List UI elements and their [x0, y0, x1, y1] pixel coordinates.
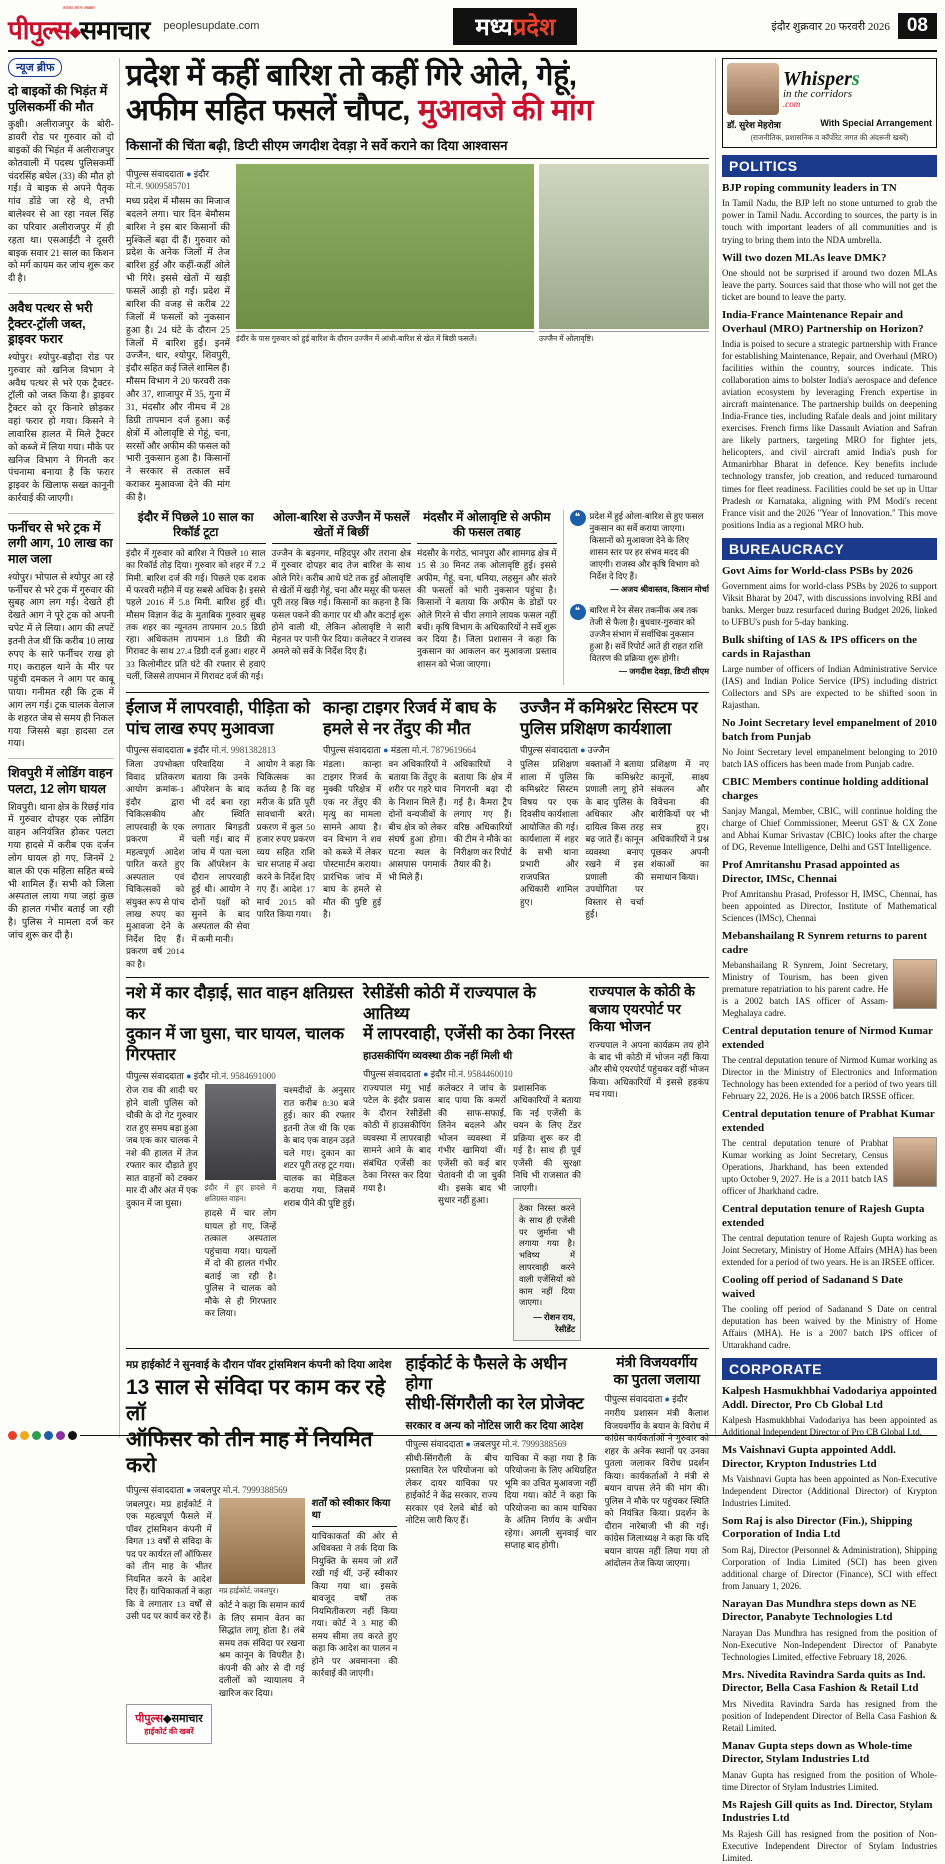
headline-line1: नशे में कार दौड़ाई, सात वाहन क्षतिग्रस्त कर: [126, 984, 354, 1023]
lead-headline-line2-a: अफीम सहित फसलें चौपट,: [126, 94, 419, 128]
story-columns: [126, 1498, 397, 1699]
story-columns: [405, 1452, 596, 1552]
color-dot-red: [8, 1431, 17, 1440]
story-col-text: कोर्ट ने कहा कि समान कार्य के लिए समान वेतन का सिद्धांत लागू होता है। लंबे समय तक संविदा पर रखना श्रम कानून के विपरीत है। कंपनी की ओर से दी गई दलीलों को न्यायालय ने खारिज कर दिया।: [218, 1600, 305, 1698]
story-kicker: हाउसकीपिंग व्यवस्था ठीक नहीं मिली थी: [362, 1049, 513, 1062]
story-col: अधिकारियों ने बताया कि क्षेत्र में निगरानी बढ़ा दी गई है। कैमरा ट्रैप लगाए गए हैं। वरिष्ठ अधिकारियों की टीम ने मौके का निरीक्षण कर रिपोर्ट तैयार की है।: [453, 759, 512, 870]
whispers-word-s: s: [851, 68, 860, 90]
brief-headline: अवैध पत्थर से भरी ट्रैक्टर-ट्रॉली जब्त, ड्राइवर फरार: [8, 301, 93, 347]
story-col: याचिका में कहा गया है कि परियोजना के लिए अधिग्रहित भूमि का उचित मुआवजा नहीं दिया गया। कोर्ट ने कहा कि परियोजना का काम याचिका के अंतिम निर्णय के अधीन रहेगा। अगली सुनवाई चार सप्ताह बाद होगी।: [504, 1452, 597, 1551]
story-headline: ईलाज में लापरवाही, पीड़िता को पांच लाख रुपए मुआवजा: [126, 699, 311, 738]
diamond-icon: ◆: [69, 23, 80, 40]
news-item[interactable]: [722, 930, 937, 1019]
story-col: पुलिस प्रशिक्षण शाला में पुलिस कमिश्नरेट सिस्टम विषय पर एक दिवसीय कार्यशाला आयोजित की गई। कार्यशाला में शहर के सभी थाना प्रभारी और राजपत्रित अधिकारी शामिल हुए।: [520, 759, 579, 907]
photo-caption: इंदौर के पास गुरुवार को हुई बारिश के दौरान उज्जैन में आंधी-बारिश से खेत में बिछी फसलें।: [236, 331, 534, 344]
item-body: No Joint Secretary level empanelment belonging to 2010 batch IAS officers has been made from Punjab cadre.: [722, 747, 937, 770]
item-body: Government aims for world-class PSBs by 2026 to support Viksit Bharat by 2047, with discussions involving RBI and banks. Merger buzz resurfaced during Budget 2026, linked to UFBU's push for 5-day banking.: [722, 581, 937, 628]
courthouse-photo: [219, 1498, 305, 1584]
color-dot-blue: [44, 1431, 53, 1440]
story-headline: [604, 1354, 709, 1389]
byline-paper: पीपुल्स संवाददाता: [323, 745, 381, 756]
brief-item[interactable]: [8, 521, 114, 751]
item-headline: Central deputation tenure of Prabhat Kumar extended: [722, 1108, 935, 1134]
brief-headline: शिवपुरी में लोडिंग वाहन पलटा, 12 लोग घायल: [8, 766, 113, 796]
page-body: [8, 58, 937, 1863]
byline-paper: पीपुल्स संवाददाता: [405, 1438, 464, 1449]
item-headline: Prof Amritanshu Prasad appointed as Director, IMSc, Chennai: [722, 859, 900, 885]
lead-photo-hail: [539, 164, 709, 329]
story-col: सीधी-सिंगरौली के बीच प्रस्तावित रेल परियोजना को लेकर दायर याचिका पर हाईकोर्ट ने केंद्र सरकार, राज्य सरकार एवं रेलवे बोर्ड को नोटिस जारी किए हैं।: [405, 1452, 498, 1526]
news-item[interactable]: [722, 1515, 937, 1592]
newspaper-logo[interactable]: [8, 6, 259, 47]
item-headline: Manav Gupta steps down as Whole-time Director, Stylam Industries Ltd: [722, 1739, 913, 1766]
whispers-author-row: [727, 118, 932, 131]
item-headline: Kalpesh Hasmukhbhai Vadodariya appointed Addl. Director, Pro Cb Global Ltd: [722, 1385, 937, 1411]
quote-text: बारिश में रेन सेंसर तकनीक अब तक तेजी से फैला है। बुधवार-गुरुवार को उज्जैन संभाग में सर्वाधिक नुकसान हुआ है। सर्वे रिपोर्ट आते ही राहत राशि वितरण की प्रक्रिया शुरू होगी।: [589, 604, 703, 663]
lead-sub-item[interactable]: [126, 510, 266, 685]
story-headline: [363, 983, 581, 1044]
callout-author: — रोशन राय, रेसीडेंट: [533, 1312, 576, 1334]
byline-place: इंदौर: [193, 1071, 209, 1082]
news-item[interactable]: [722, 1598, 937, 1663]
lower-stories-row: [126, 983, 709, 1340]
lead-body-row: [126, 164, 709, 504]
story-col: जबलपुर। मप्र हाईकोर्ट ने एक महत्वपूर्ण फैसले में पॉवर ट्रांसमिशन कंपनी में विगत 13 वर्षों से संविदा के पद पर कार्यरत लॉ ऑफिसर को तीन माह के भीतर नियमित करने के आदेश दिए हैं। याचिकाकर्ता ने कहा कि वे लगातार 13 वर्षों से उसी पद पर कार्य कर रहे हैं।: [126, 1498, 212, 1622]
byline-place: उज्जैन: [587, 745, 610, 756]
byline-paper: पीपुल्स संवाददाता: [604, 1394, 663, 1405]
news-item[interactable]: [722, 182, 937, 246]
lead-subsections: [126, 510, 709, 685]
byline-paper: पीपुल्स संवाददाता: [126, 168, 184, 179]
paper-stamp: [126, 1704, 212, 1744]
news-item[interactable]: [722, 634, 937, 711]
story-columns: [126, 758, 315, 970]
divider: [8, 513, 114, 514]
story-col: राज्यपाल मंगू भाई पटेल के इंदौर प्रवास के दौरान रेसीडेंसी कोठी में हाउसकीपिंग व्यवस्था में लापरवाही सामने आने के बाद संबंधित एजेंसी का ठेका निरस्त कर दिया गया है।: [362, 1082, 432, 1193]
item-headline: Central deputation tenure of Rajesh Gupta extended: [722, 1203, 925, 1229]
byline: [363, 1067, 581, 1080]
bullet-icon: ●: [186, 1484, 192, 1495]
stamp-logo-text: पीपुल्स◆समाचार: [135, 1713, 203, 1726]
quote-icon: ❝: [570, 604, 586, 620]
byline-place: इंदौर: [193, 168, 209, 179]
byline-paper: पीपुल्स संवाददाता: [520, 745, 578, 756]
lead-subheadline: किसानों की चिंता बढ़ी, डिप्टी सीएम जगदीश देवड़ा ने सर्वे कराने का दिया आश्वासन: [126, 136, 709, 159]
logo-kicker: आपका अपना अखबार: [62, 4, 95, 10]
bullet-icon: ●: [580, 745, 586, 756]
quote-text: प्रदेश में हुई ओला-बारिश से हुए फसल नुकसान का सर्वे कराया जाएगा। किसानों को मुआवजा देने के लिए शासन स्तर पर हर संभव मदद की जाएगी। राजस्व और कृषि विभाग को निर्देश दे दिए हैं।: [589, 510, 704, 582]
whispers-brand-line1: [783, 69, 932, 89]
news-item[interactable]: [722, 859, 937, 924]
whispers-brand-line3: .com: [783, 99, 801, 109]
brief-body: श्योपुर। भोपाल से श्योपुर आ रहे फर्नीचर से भरे ट्रक में गुरुवार की सुबह आग लग गई। देखते ही देखते आग ने पूरे ट्रक को अपनी चपेट में ले लिया। आग की लपटें इतनी तेज थीं कि करीब 10 लाख रुपए के सारे फर्नीचर राख हो गए। कराहल थाने के मीर पर पहुंची दमकल ने आग पर काबू पाया। गनीमत रही कि ट्रक में आग लग गई। ट्रक चालक वेलाज के शहरत जेब से समय ही निकल गया जिससे बड़ा हादसा टल गया।: [8, 572, 114, 750]
brief-headline: फर्नीचर से भरे ट्रक में लगी आग, 10 लाख का माल जला: [8, 520, 113, 567]
byline-place: इंदौर: [672, 1394, 688, 1405]
bullet-icon: ●: [186, 168, 192, 179]
news-item[interactable]: [722, 1203, 937, 1268]
story-col-text: प्रशासनिक अधिकारियों ने बताया कि नई एजेंसी के चयन के लिए टेंडर प्रक्रिया शुरू कर दी गई है। साथ ही पूर्व एजेंसी की सुरक्षा निधि भी राजसात की जाएगी।: [513, 1082, 582, 1193]
sub-body: इंदौर में गुरुवार को बारिश ने पिछले 10 साल का रिकॉर्ड तोड़ दिया। गुरुवार को शहर में 7.2 मिमी. बारिश दर्ज की गई। पिछले एक दशक में फरवरी महीने में यह सबसे अधिक है। इससे पहले 2016 में 5.8 मिमी. बारिश हुई थी। मौसम विज्ञान केंद्र के मुताबिक गुरुवार सुबह तक शहर का न्यूनतम तापमान 20.5 डिग्री रहा। अधिकतम तापमान 1.8 डिग्री की गिरावट के साथ 27.4 डिग्री दर्ज हुआ। शहर में 33 किलोमीटर प्रति घंटे की रफ्तार से हवाएं चलीं, जिससे तापमान में गिरावट दर्ज की गई।: [126, 547, 266, 682]
edition-date: इंदौर शुक्रवार 20 फरवरी 2026: [771, 20, 890, 33]
sub-headline: ओला-बारिश से उज्जैन में फसलें खेतों में बिछीं: [272, 510, 412, 544]
item-headline: Som Raj is also Director (Fin.), Shipping Corporation of India Ltd: [722, 1515, 913, 1541]
story-col: रोज राव की शादी घर होने वाली पुलिस को चौकी के दो गेट गुरुवार रात हुए समय बड़ा हुआ जब एक कार चालक ने नशे की हालत में तेज रफ्तार कार दौड़ाते हुए सात वाहनों को टक्कर मार दी और अंत में एक दुकान में जा घुसा।: [126, 1085, 198, 1208]
quote-item: [570, 510, 710, 596]
byline-place: इंदौर: [430, 1068, 446, 1079]
lead-headline-line1: प्रदेश में कहीं बारिश तो कहीं गिरे ओले, गेहूं,: [126, 59, 577, 92]
whispers-column: [715, 58, 937, 1863]
byline-place: इंदौर: [193, 745, 209, 756]
color-dot-purple: [56, 1431, 65, 1440]
story-headline: राज्यपाल के कोठी के बजाय एयरपोर्ट पर किया भोजन: [589, 983, 695, 1035]
story-kicker: मप्र हाईकोर्ट ने सुनवाई के दौरान पॉवर ट्रांसमिशन कंपनी को दिया आदेश: [126, 1358, 392, 1371]
lead-body-text: मध्य प्रदेश में मौसम का मिजाज बदलने लगा। चार दिन बेमौसम बारिश ने इस बार किसानों की मुश्किलें बढ़ा दी हैं। गुरुवार को प्रदेश के अनेक जिलों में तेज बारिश हुई और कहीं-कहीं ओले भी गिरे। इससे खेतों में खड़ी फसलें आड़ी हो गईं। प्रदेश में बारिश की वजह से करीब 22 जिलों में फसलों को नुकसान हुआ है। 24 घंटे के दौरान 25 जिलों में बारिश हुई। इनमें उज्जैन, धार, श्योपुर, शिवपुरी, इंदौर सहित कई जिले शामिल हैं। मौसम विभाग ने 20 फरवरी तक और 37, शाजापुर में 35, गुना में 31, मंदसौर और नीमच में 28 डिग्री तापमान दर्ज हुआ। कई क्षेत्रों में ओलावृष्टि से गेहूं, चना, सरसों और अफीम की फसल को भारी नुकसान हुआ है। किसानों ने सरकार से तत्काल सर्वे कराकर मुआवजा देने की मांग की है।: [126, 195, 230, 503]
story-headline: [126, 983, 355, 1065]
accident-photo: [205, 1084, 277, 1180]
byline: [323, 743, 512, 756]
item-headline: Ms Vaishnavi Gupta appointed Addl. Director, Krypton Industries Ltd: [722, 1444, 896, 1470]
news-item[interactable]: [722, 717, 937, 770]
headline-line2: सीधी-सिंगरौली का रेल प्रोजेक्ट: [405, 1395, 584, 1414]
item-headline: Mebanshailang R Synrem returns to parent cadre: [722, 930, 928, 956]
byline-mobile: मो.नं. 7999388569: [222, 1484, 288, 1495]
author-portrait: [727, 63, 779, 115]
divider: [126, 1348, 709, 1349]
story-col: वक्ताओं ने बताया कि कमिश्नरेट प्रणाली लागू होने के बाद पुलिस के अधिकार और दायित्व किस तरह बढ़ जाते हैं। कानून व्यवस्था बनाए रखने में इस प्रणाली की उपयोगिता पर विस्तार से चर्चा हुई।: [585, 759, 644, 919]
item-body: Ms Vaishnavi Gupta has been appointed as Non-Executive Independent Director (Additional Director) of Krypton Industries Limited.: [722, 1473, 937, 1508]
registration-color-strip: [8, 1429, 937, 1441]
lead-photo-field: [236, 164, 534, 329]
section-header-politics: POLITICS: [722, 155, 937, 177]
story-col: [312, 1498, 398, 1699]
story-col: वन अधिकारियों ने बताया कि तेंदुए के शरीर पर गहरे घाव के निशान मिले हैं। दोनों वन्यजीवों के बीच क्षेत्र को लेकर संघर्ष हुआ होगा। घटना स्थल के आसपास पगमार्क भी मिले हैं।: [388, 759, 447, 882]
news-item[interactable]: [722, 1274, 937, 1351]
item-body: The central deputation tenure of Rajesh Gupta working as Joint Secretary, Ministry of Home Affairs (MHA) has been extended for a period of two years. He is an IRSEE officer.: [722, 1233, 937, 1268]
item-body: Prof Amritanshu Prasad, Professor H, IMSC, Chennai, has been appointed as Director, Institute of Mathematical Sciences (IMSc), Chennai: [722, 889, 937, 924]
story-col: जिला उपभोक्ता विवाद प्रतिकरण आयोग क्रमांक-1 इंदौर द्वारा चिकित्सकीय लापरवाही के एक प्रकरण में महत्वपूर्ण आदेश पारित करते हुए अस्पताल एवं चिकित्सकों को संयुक्त रूप से पांच लाख रुपए का मुआवजा देने के निर्देश दिए हैं। प्रकरण वर्ष 2014 का है।: [126, 759, 185, 969]
officer-portrait: [893, 1137, 937, 1187]
news-item[interactable]: [722, 1444, 937, 1509]
item-headline: CBIC Members continue holding additional charges: [722, 776, 929, 802]
byline-paper: पीपुल्स संवाददाता: [126, 745, 184, 756]
story-col: कलेक्टर ने जांच के बाद पाया कि कमरों की साफ-सफाई, लिनेन बदलने और भोजन व्यवस्था में गंभीर खामियां थीं। एजेंसी को कई बार चेतावनी दी जा चुकी थी। इसके बाद भी सुधार नहीं हुआ।: [438, 1082, 507, 1206]
callout-text: ठेका निरस्त करने के साथ ही एजेंसी पर जुर्माना भी लगाया गया है। भविष्य में लापरवाही करने वाली एजेंसियों को काम नहीं दिया जाएगा।: [519, 1204, 576, 1308]
story-col: मंडला। कान्हा टाइगर रिजर्व के मुक्की परिक्षेत्र में एक नर तेंदुए की मृत्यु का मामला सामने आया है। वन विभाग ने शव को कब्जे में लेकर पोस्टमार्टम कराया। प्रारंभिक जांच में बाघ के हमले से मौत की पुष्टि हुई है।: [323, 759, 382, 919]
masthead-right: [771, 13, 937, 39]
news-item[interactable]: [722, 1108, 937, 1197]
item-body: Som Raj, Director (Personnel & Administration), Shipping Corporation of India Limited (SCI) has been given additional charge of Director (Finance), SCI with effect from January 1, 2026.: [722, 1544, 937, 1591]
headline-line2: दुकान में जा घुसा, चार घायल, चालक गिरफ्तार: [126, 1025, 344, 1064]
quote-author: — जगदीश देवड़ा, डिप्टी सीएम: [618, 666, 709, 676]
section-header-corporate: CORPORATE: [722, 1358, 937, 1380]
photo-caption: इंदौर में हुए हादसे में क्षतिग्रस्त वाहन।: [204, 1183, 277, 1203]
bullet-icon: ●: [383, 745, 389, 756]
byline-paper: पीपुल्स संवाददाता: [126, 1484, 184, 1495]
item-headline: Central deputation tenure of Nirmod Kumar extended: [722, 1025, 933, 1051]
headline-line1: मंत्री विजयवर्गीय: [616, 1353, 698, 1370]
news-item[interactable]: [722, 1740, 937, 1793]
divider: [8, 758, 114, 759]
story-col: चश्मदीदों के अनुसार रात करीब 8:30 बजे हुई। कार की रफ्तार इतनी तेज थी कि एक के बाद एक वाहन उड़ते चले गए। दुकान का शटर पूरी तरह टूट गया। चालक का मेडिकल कराया गया, जिसमें शराब पीने की पुष्टि हुई।: [283, 1085, 355, 1208]
item-body: India is poised to secure a strategic partnership with France for establishing Maintenance, Repair, and Overhaul (MRO) facilities within the country, sources indicate. This collaboration aims to bolster India's aerospace and defence aviation ecosystem by leveraging French expertise in aircraft maintenance. The partnership builds on deepening India-France ties, including Rafale deals and joint military exercises. French firms like Dassault Aviation and Safran are likely partners, targeting MRO for fighter jets, helicopters, and civil aircraft amid India's push for Atmanirbhar Bharat in defence. Key benefits include technology transfer, job creation, and reduced turnaround times for fleet readiness. Facilities could be set up in Uttar Pradesh or Karnataka, aligning with PM Modi's recent France visit and the 2026 "Year of Innovation." This move positions India as a regional MRO hub.: [722, 338, 937, 530]
byline-mobile: मो.नं. 9584460010: [448, 1068, 513, 1079]
whispers-masthead[interactable]: [722, 58, 937, 148]
byline-paper: पीपुल्स संवाददाता: [362, 1068, 421, 1079]
mid-story[interactable]: [323, 698, 512, 970]
story-col: [513, 1082, 581, 1341]
edition-title: [453, 8, 577, 45]
whispers-description: (राजनीतिक, प्रशासनिक व कॉर्पोरेट जगत की अंदरूनी खबरें): [750, 133, 909, 142]
logo-title: [8, 11, 149, 47]
brief-headline: दो बाइकों की भिड़ंत में पुलिसकर्मी की मौत: [8, 84, 108, 114]
story-body: नगरीय प्रशासन मंत्री कैलाश विजयवर्गीय के बयान के विरोध में कांग्रेस कार्यकर्ताओं ने गुरुवार को शहर के अनेक स्थानों पर उनका पुतला जलाकर विरोध प्रदर्शन किया। कार्यकर्ताओं ने मंत्री से बयान वापस लेने की मांग की। पुलिस ने मौके पर पहुंचकर स्थिति को नियंत्रित किया। प्रदर्शन के दौरान नारेबाजी भी की गई। कांग्रेस जिलाध्यक्ष ने कहा कि यदि बयान वापस नहीं लिया गया तो आंदोलन तेज किया जाएगा।: [604, 1408, 709, 1569]
byline-mobile: मो.नं. 7999388569: [502, 1438, 567, 1449]
whispers-brand-row: [727, 63, 932, 115]
color-dot-green: [32, 1431, 41, 1440]
sub-headline: शर्तों को स्वीकार किया था: [312, 1498, 398, 1527]
story-columns: [520, 758, 709, 920]
news-item[interactable]: [722, 252, 937, 304]
bottom-story-rail[interactable]: [405, 1354, 596, 1745]
bullet-icon: ●: [186, 1071, 192, 1082]
whispers-brand-line2: in the corridors: [783, 88, 853, 100]
story-col: प्रशिक्षण में नए कानूनों, साक्ष्य संकलन और विवेचना की बारीकियों पर भी सत्र हुए। अधिकारियों ने प्रश्न पूछकर अपनी शंकाओं का समाधान किया।: [650, 759, 709, 882]
item-headline: Narayan Das Mundhra steps down as NE Director, Panabyte Technologies Ltd: [722, 1598, 917, 1624]
edition-title-part1: मध्य: [475, 13, 513, 41]
divider: [126, 977, 709, 978]
item-headline: Govt Aims for World-class PSBs by 2026: [722, 564, 913, 577]
news-item[interactable]: [722, 776, 937, 853]
item-headline: Will two dozen MLAs leave DMK?: [722, 251, 887, 264]
headline-line2: ऑफिसर को तीन माह में नियमित करो: [126, 1427, 373, 1477]
lead-text-column: [126, 164, 230, 504]
news-item[interactable]: [722, 1799, 937, 1864]
bottom-stories-row: [126, 1354, 709, 1745]
bottom-story-effigy[interactable]: [604, 1354, 709, 1745]
headline-line2: का पुतला जलाया: [613, 1370, 700, 1387]
strip-rule: [80, 1435, 937, 1436]
news-brief-column: [8, 58, 120, 1438]
arrangement-note: With Special Arrangement: [820, 118, 932, 128]
quote-icon: ❝: [570, 510, 586, 526]
logo-text-2: समाचार: [79, 14, 150, 45]
item-headline: Ms Rajesh Gill quits as Ind. Director, Stylam Industries Ltd: [722, 1798, 933, 1825]
brief-item[interactable]: [8, 766, 114, 942]
byline: [126, 1069, 355, 1082]
bullet-icon: ●: [186, 745, 192, 756]
item-headline: Bulk shifting of IAS & IPS officers on the cards in Rajasthan: [722, 634, 917, 660]
edition-title-wrap: [259, 8, 771, 45]
story-callout: [513, 1198, 581, 1340]
color-dot-yellow: [20, 1431, 29, 1440]
byline: [126, 743, 315, 756]
lead-headline-line2: [126, 93, 709, 128]
story-columns: [126, 1084, 355, 1319]
news-item[interactable]: [722, 309, 937, 531]
sub-headline: इंदौर में पिछले 10 साल का रिकॉर्ड टूटा: [126, 510, 266, 544]
divider: [126, 692, 709, 693]
item-body: One should not be surprised if around two dozen MLAs leave the party. Sources said that those who will not get the ticket are bound to leave the party.: [722, 267, 937, 303]
item-headline: Mrs. Nivedita Ravindra Sarda quits as Ind. Director, Bella Casa Fashion & Retail Ltd: [722, 1669, 926, 1695]
bottom-story-lawofficer[interactable]: [126, 1354, 397, 1745]
item-body: Mrs Nivedita Ravindra Sarda has resigned from the position of Independent Director of Bella Casa Fashion & Retail Limited.: [722, 1698, 937, 1733]
sub-body: मंदसौर के गरोठ, भानपुरा और शामगढ़ क्षेत्र में 15 से 30 मिनट तक ओलावृष्टि हुई। इससे अफीम, गेहूं, चना, धनिया, लहसुन और संतरे की फसलों को भारी नुकसान पहुंचा है। किसानों ने बताया कि अफीम के डोडों पर ओले गिरने से चीरा लगाने लायक फसल नहीं बची। कृषि विभाग के अधिकारियों ने सर्वे शुरू कर दिया है। जिला प्रशासन ने कहा कि नुकसान का आकलन कर मुआवजा प्रस्ताव शासन को भेजा जाएगा।: [417, 547, 557, 669]
item-body: In Tamil Nadu, the BJP left no stone unturned to grab the power in Tamil Nadu. According to sources, the party is in touch with important leaders of all communities and is trying to bring them into the NDA umbrella.: [722, 198, 937, 245]
story-col-text: हादसे में चार लोग घायल हो गए, जिन्हें तत्काल अस्पताल पहुंचाया गया। घायलों में दो की हालत गंभीर बताई जा रही है। पुलिस ने चालक को मौके से ही गिरफ्तार कर लिया।: [204, 1208, 277, 1319]
item-body: The central deputation tenure of Prabhat Kumar working as Joint Secretary, Census Operations, Jharkhand, has been extended upto October 9, 2027. He is a 2011 batch IAS officer of Jharkhand cadre.: [722, 1138, 888, 1197]
color-dot-black: [68, 1431, 77, 1440]
byline: [520, 743, 709, 756]
headline-line2: में लापरवाही, एजेंसी का ठेका निरस्त: [362, 1025, 575, 1044]
whispers-logo: [783, 69, 932, 109]
section-header-bureaucracy: BUREAUCRACY: [722, 538, 937, 560]
lead-quote-box: [563, 510, 710, 685]
item-body: Mebanshailang R Synrem, Joint Secretary, Ministry of Tourism, has been given premature repatriation to his parent cadre. He is a 2002 batch IAS officer of Assam-Meghalaya cadre.: [722, 959, 888, 1019]
quote-author: — अजय श्रीवास्तव, किसान मोर्चा: [610, 585, 709, 595]
story-headline: कान्हा टाइगर रिजर्व में बाघ के हमले से नर तेंदुए की मौत: [323, 699, 496, 738]
item-body: Sanjay Mangal, Member, CBIC, will continue holding the charge of Chief Commissioner, Meerut GST & CX Zone and Abhai Kumar Srivastav (CBIC) looks after the charge of DG, Revenue Intelligence, Delhi and GST Intelligence.: [722, 806, 937, 853]
headline-line1: 13 साल से संविदा पर काम कर रहे लॉ: [126, 1375, 386, 1425]
news-brief-tag: न्यूज ब्रीफ: [8, 58, 62, 77]
logo-text-1: पीपुल्स: [8, 14, 70, 45]
byline-place: जबलपुर: [473, 1438, 500, 1449]
brief-body: शिवपुरी। थाना क्षेत्र के रिछई गांव में गुरुवार दोपहर एक लोडिंग वाहन अनियंत्रित होकर पलटा गया हादसे में करीब एक दर्जन लोग घायल हो गए, जिनमें 2 बाल की एक महिला सहित बच्चे भी शामिल हैं। सभी को जिला अस्पताल लाया गया जहां कुछ की हालत गंभीर बताई जा रही है। पुलिस ने मामला दर्ज कर जांच शुरू कर दी है।: [8, 802, 114, 941]
item-headline: BJP roping community leaders in TN: [722, 181, 897, 194]
byline-mobile: मो.नं. 9009585701: [126, 181, 191, 192]
byline-paper: पीपुल्स संवाददाता: [126, 1071, 184, 1082]
author-name: डॉ. सुरेश मेहरोत्रा: [727, 120, 782, 130]
lead-photo-wrap: [236, 164, 709, 504]
headline-line1: रेसीडेंसी कोठी में राज्यपाल के आतिथ्य: [362, 984, 536, 1023]
bullet-icon: ●: [664, 1394, 670, 1405]
quote-item: [570, 604, 710, 678]
news-item[interactable]: [722, 1025, 937, 1102]
story-headline: [126, 1375, 397, 1479]
masthead: [8, 6, 937, 52]
item-headline: No Joint Secretary level empanelment of 2010 batch from Punjab: [722, 717, 937, 743]
byline: [604, 1392, 709, 1405]
story-kicker: सरकार व अन्य को नोटिस जारी कर दिया आदेश: [405, 1419, 584, 1432]
lower-story-accident[interactable]: [126, 983, 355, 1340]
sub-body: उज्जैन के बड़नगर, महिदपुर और तराना क्षेत्र में गुरुवार दोपहर बाद तेज बारिश के साथ ओले गिरे। करीब आधे घंटे तक हुई ओलावृष्टि से खेतों में खड़ी गेहूं, चना और मसूर की फसल पूरी तरह बिछ गई। किसानों का कहना है कि फसल पकने की कगार पर थी और कटाई शुरू होने वाली थी, लेकिन ओलावृष्टि ने सारी मेहनत पर पानी फेर दिया। कलेक्टर ने राजस्व अमले को सर्वे के निर्देश दिए हैं।: [271, 547, 411, 657]
lead-headline-accent: मुआवजे की मांग: [418, 94, 594, 128]
photo-caption: उज्जैन में ओलावृष्टि।: [539, 331, 709, 344]
byline: [126, 1483, 397, 1496]
news-item[interactable]: [722, 1669, 937, 1734]
story-col: परिवादिया ने बताया कि उनके ऑपरेशन के बाद भी दर्द बना रहा और स्थिति लगातार बिगड़ती चली गई। बाद में जांच में पता चला कि ऑपरेशन के दौरान लापरवाही हुई थी। आयोग ने दोनों पक्षों को सुनने के बाद अस्पताल की सेवा में कमी मानी।: [191, 759, 250, 944]
mid-story[interactable]: [520, 698, 709, 970]
byline-mobile: मो.नं. 9981382813: [211, 745, 276, 756]
bullet-icon: ●: [465, 1438, 471, 1449]
item-body: The cooling off period of Sadanand S Date on central deputation has been waived by the Ministry of Home Affairs (MHA). He is a 2007 batch IPS officer of Uttarakhand cadre.: [722, 1304, 937, 1351]
story-body: राज्यपाल ने अपना कार्यक्रम तय होने के बाद भी कोठी में भोजन नहीं किया और सीधे एयरपोर्ट पहुंचकर वहीं भोजन किया। अधिकारियों में इससे हड़कंप मच गया।: [589, 1039, 709, 1100]
story-col: [219, 1498, 305, 1699]
item-headline: India-France Maintenance Repair and Overhaul (MRO) Partnership on Horizon?: [722, 309, 924, 335]
lead-story[interactable]: [126, 58, 709, 685]
item-body: Narayan Das Mundhra has resigned from the position of Non-Executive Non-Independent Director of Panabyte Technologies Limited, effective February 18, 2026.: [722, 1627, 937, 1662]
lead-sub-item[interactable]: [417, 510, 557, 685]
brief-item[interactable]: [8, 84, 114, 286]
officer-portrait: [893, 959, 937, 1009]
mid-stories-row: [126, 698, 709, 970]
lead-sub-item[interactable]: [272, 510, 412, 685]
byline-mobile: मो.नं. 7879619664: [411, 745, 477, 756]
news-item[interactable]: [722, 565, 937, 629]
brief-body: श्योपुर। श्योपुर-बड़ौदा रोड पर गुरुवार को खनिज विभाग ने अवैध पत्थर से भरे एक ट्रैक्टर-ट्रॉली को जब्त किया है। ड्राइवर ट्रैक्टर को दूर किनारे छोड़कर वहां फरार हो गया। किसने ने लावारिस हालत में मिले ट्रैक्टर को कब्जे में लिया गया। मौके पर खनिज विभाग ने गिनती कर पंचनामा बनाया है कि फरार ड्राइवर के खिलाफ सख्त कानूनी कार्रवाई की जाएगी।: [8, 352, 114, 504]
brief-item[interactable]: [8, 301, 114, 506]
story-headline: उज्जैन में कमिश्नरेट सिस्टम पर पुलिस प्रशिक्षण कार्यशाला: [520, 699, 698, 738]
item-body: The central deputation tenure of Nirmod Kumar working as Director in the Ministry of Electronics and Information Technology has been extended for a period of two years till February 22, 2026. He is a 2006 batch IRSSE officer.: [722, 1055, 937, 1102]
whispers-word: Whisper: [783, 68, 852, 90]
bullet-icon: ●: [423, 1068, 429, 1079]
lower-story-residency[interactable]: [363, 983, 581, 1340]
sub-headline: मंदसौर में ओलावृष्टि से अफीम की फसल तबाह: [417, 510, 557, 544]
photo-caption: मप्र हाईकोर्ट, जबलपुर।: [218, 1585, 279, 1595]
divider: [8, 293, 114, 294]
story-col: आयोग ने कहा कि चिकित्सक का कर्तव्य है कि वह मरीज के प्रति पूरी सावधानी बरते। प्रकरण में कुल 50 हजार रुपए प्रकरण व्यय सहित राशि चार सप्ताह में अदा करने के निर्देश दिए गए हैं। आदेश 17 मार्च 2015 को पारित किया गया।: [256, 759, 315, 919]
item-body: Kalpesh Hasmukhbhai Vadodariya has been appointed as Additional Independent Director of Pro CB Global Ltd.: [722, 1415, 937, 1438]
story-headline: [405, 1354, 596, 1415]
item-body: Manav Gupta has resigned from the position of Whole-time Director of Stylam Industries Limited.: [722, 1769, 937, 1792]
item-body: Large number of officers of Indian Administrative Service (IAS) and Indian Police Service (IPS) including district Collectors and SPs are expected to be shifted soon in Rajasthan.: [722, 664, 937, 711]
byline-mobile: मो.नं. 9584691000: [211, 1071, 276, 1082]
lead-headline: [126, 58, 709, 129]
mid-story[interactable]: [126, 698, 315, 970]
brief-body: कुक्षी। अलीराजपुर के बोरी-डावरी रोड पर गुरुवार को दो बाइकों की भिड़ंत में अलीराजपुर कोतवाली में पदस्थ पुलिसकर्मी चंदरसिंह बघेल (33) की मौत हो गई। वे बाइक से अपने पैतृक गांव डोंडे जा रहे थे, तभी बालेश्वर से आ रहा नवल सिंह का परिवार अलीराजपुर में ही रहता था। एसआईटी ने दूसरी बाइक सवार 21 साल का किशन को मर्ग कायम कर जांच शुरू कर दी है।: [8, 120, 114, 285]
item-headline: Cooling off period of Sadanand S Date waived: [722, 1274, 903, 1300]
site-url[interactable]: peoplesupdate.com: [163, 20, 260, 32]
item-body: Ms Rajesh Gill has resigned from the position of Non-Executive Independent Director of Stylam Industries Limited.: [722, 1828, 937, 1863]
headline-line1: हाईकोर्ट के फैसले के अधीन होगा: [405, 1354, 567, 1394]
story-col: [205, 1084, 277, 1319]
story-columns: [323, 758, 512, 920]
edition-title-part2: प्रदेश: [512, 13, 556, 41]
lower-story-governor-food[interactable]: [589, 983, 709, 1340]
sub-body: याचिकाकर्ता की ओर से अधिवक्ता ने तर्क दिया कि नियुक्ति के समय जो शर्तें रखी गई थीं, उन्हें स्वीकार किया गया था। इसके बावजूद वर्षों तक नियमितीकरण नहीं किया गया। कोर्ट ने 3 माह की समय सीमा तय करते हुए कहा कि आदेश का पालन न होने पर अवमानना की कार्रवाई की जाएगी।: [311, 1530, 398, 1679]
page-number: 08: [898, 13, 937, 39]
byline: [126, 168, 230, 193]
main-content-column: [126, 58, 709, 1737]
byline-place: जबलपुर: [193, 1484, 221, 1495]
story-columns: [363, 1082, 581, 1341]
byline-place: मंडला: [390, 745, 410, 756]
stamp-subtext: हाईकोर्ट की खबरें: [144, 1727, 194, 1737]
